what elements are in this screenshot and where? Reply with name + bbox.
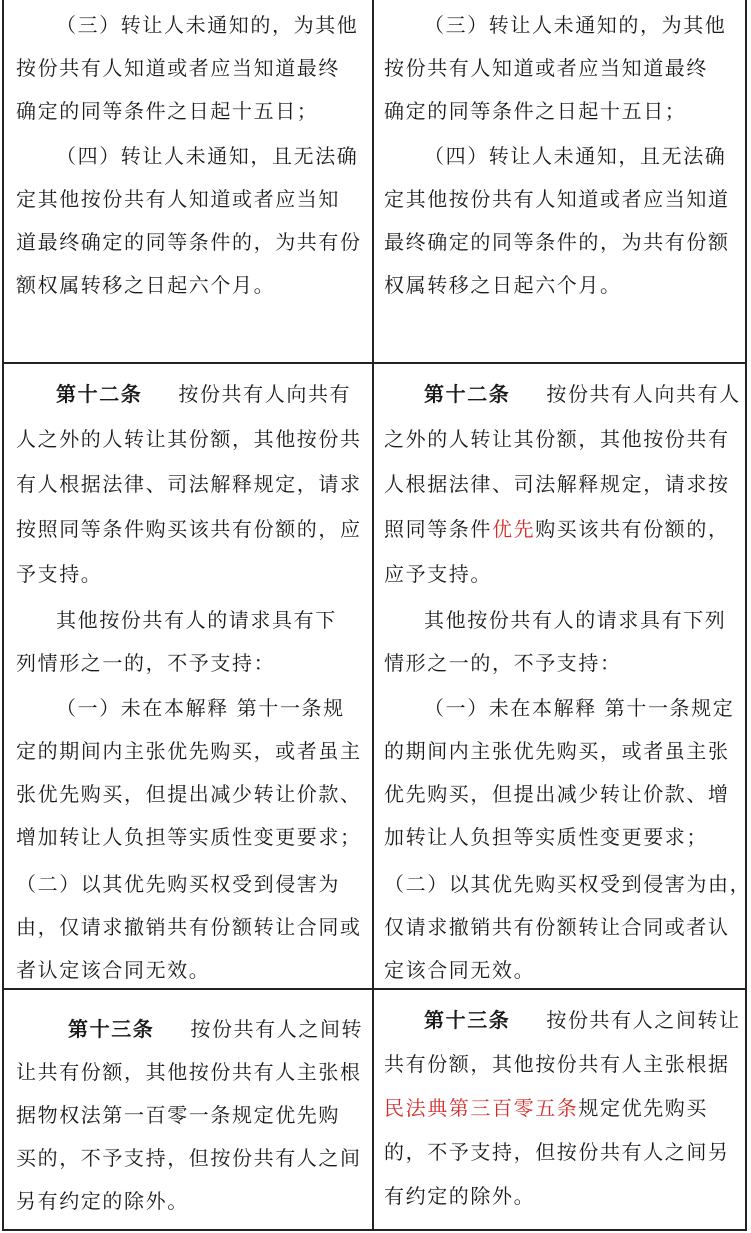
text-line: 定的期间内主张优先购买，或者虽主 <box>16 739 362 763</box>
article-13-heading: 第十三条 <box>424 1008 511 1032</box>
text-line <box>384 1086 740 1130</box>
row2-right-p2 <box>384 599 740 685</box>
row2-left-cell <box>16 372 364 992</box>
row-divider-1 <box>4 362 745 364</box>
text-line: （一）未在本解释 第十一条规 <box>56 696 345 720</box>
text-line: 另有约定的除外。 <box>16 1189 189 1213</box>
row1-right-item3 <box>384 4 740 133</box>
text-line: 之外的人转让其份额，其他按份共有 <box>384 427 730 451</box>
text-line: 额权属转移之日起六个月。 <box>16 273 276 297</box>
article-12-left-paragraph <box>16 372 364 597</box>
article-13-right-paragraph <box>384 998 740 1218</box>
text-line: 定其他按份共有人知道或者应当知 <box>16 187 340 211</box>
row1-right-cell <box>384 4 740 307</box>
text-line: 按份共有人之间转 <box>190 1017 364 1041</box>
text-line: （二）以其优先购买权受到侵害为 <box>16 872 340 896</box>
text-line: 有人根据法律、司法解释规定，请求 <box>16 472 362 496</box>
text-line: 优先购买，但提出减少转让价款、增 <box>384 782 730 806</box>
article-13-heading: 第十三条 <box>68 1017 155 1041</box>
text-line: 按份共有人知道或者应当知道最终 <box>384 56 708 80</box>
text-line: 让共有份额，其他按份共有人主张根 <box>16 1060 362 1084</box>
row1-left-item3 <box>16 4 364 133</box>
text-line: 加转让人负担等实质性变更要求； <box>384 825 708 849</box>
text-line: （三）转让人未通知的，为其他 <box>424 13 727 37</box>
text-line: 按份共有人向共有 <box>178 382 352 406</box>
row2-right-cell <box>384 372 751 992</box>
text-line: 道最终确定的同等条件的，为共有份 <box>16 230 362 254</box>
text-line: 的，不予支持，但按份共有人之间另 <box>384 1140 730 1164</box>
text-line: 的期间内主张优先购买，或者虽主张 <box>384 739 730 763</box>
amended-text: 优先 <box>492 517 536 541</box>
text-line: 权属转移之日起六个月。 <box>384 273 622 297</box>
text-line: （三）转让人未通知的，为其他 <box>56 13 359 37</box>
row2-left-p2 <box>16 599 364 685</box>
text-line: 其他按份共有人的请求具有下 <box>56 608 337 632</box>
text-line: （二）以其优先购买权受到侵害为由， <box>384 872 751 896</box>
text-line: 人之外的人转让其份额，其他按份共 <box>16 427 362 451</box>
text-line: （一）未在本解释 第十一条规定 <box>424 696 735 720</box>
row2-right-p4 <box>384 863 751 992</box>
text-line: 确定的同等条件之日起十五日； <box>384 99 687 123</box>
text-line: 确定的同等条件之日起十五日； <box>16 99 319 123</box>
text-line: 张优先购买，但提出减少转让价款、 <box>16 782 362 806</box>
row2-right-p3 <box>384 687 740 859</box>
comparison-table <box>2 0 751 1231</box>
article-12-heading: 第十二条 <box>56 382 143 406</box>
text-line: 按份共有人向共有人 <box>546 382 741 406</box>
text-line: 人根据法律、司法解释规定，请求按 <box>384 472 730 496</box>
column-divider <box>372 0 374 1229</box>
amended-text: 民法典第三百零五条 <box>384 1096 579 1120</box>
text-line: 情形之一的，不予支持： <box>384 651 622 675</box>
row3-right-cell <box>384 998 740 1218</box>
text-line: （四）转让人未通知，且无法确 <box>56 144 359 168</box>
row1-left-cell <box>16 4 364 307</box>
text-segment: 照同等条件 <box>384 517 492 541</box>
text-line: 共有份额，其他按份共有人主张根据 <box>384 1052 730 1076</box>
text-line: 定其他按份共有人知道或者应当知道 <box>384 187 730 211</box>
text-line: 其他按份共有人的请求具有下列 <box>424 608 727 632</box>
text-line <box>384 507 740 552</box>
row3-left-cell <box>16 1008 364 1223</box>
row1-left-item4 <box>16 135 364 307</box>
row2-left-p4 <box>16 863 364 992</box>
text-line: 按照同等条件购买该共有份额的，应 <box>16 517 362 541</box>
text-line: 定该合同无效。 <box>384 958 536 982</box>
row2-left-p3 <box>16 687 364 859</box>
text-line: （四）转让人未通知，且无法确 <box>424 144 727 168</box>
text-line: 应予支持。 <box>384 562 492 586</box>
text-line: 有约定的除外。 <box>384 1184 536 1208</box>
article-12-heading: 第十二条 <box>424 382 511 406</box>
text-line: 增加转让人负担等实质性变更要求； <box>16 825 362 849</box>
text-line: 由，仅请求撤销共有份额转让合同或 <box>16 915 362 939</box>
text-line: 据物权法第一百零一条规定优先购 <box>16 1103 340 1127</box>
row1-right-item4 <box>384 135 740 307</box>
text-line: 买的，不予支持，但按份共有人之间 <box>16 1146 362 1170</box>
text-line: 仅请求撤销共有份额转让合同或者认 <box>384 915 730 939</box>
article-13-left-paragraph <box>16 1008 364 1223</box>
text-line: 予支持。 <box>16 562 103 586</box>
text-line: 者认定该合同无效。 <box>16 958 211 982</box>
text-line: 按份共有人知道或者应当知道最终 <box>16 56 340 80</box>
text-line: 列情形之一的，不予支持： <box>16 651 276 675</box>
text-segment: 规定优先购买 <box>578 1096 709 1120</box>
text-line: 按份共有人之间转让 <box>546 1008 741 1032</box>
article-12-right-paragraph <box>384 372 740 597</box>
text-line: 最终确定的同等条件的，为共有份额 <box>384 230 730 254</box>
text-segment: 购买该共有份额的， <box>535 517 730 541</box>
